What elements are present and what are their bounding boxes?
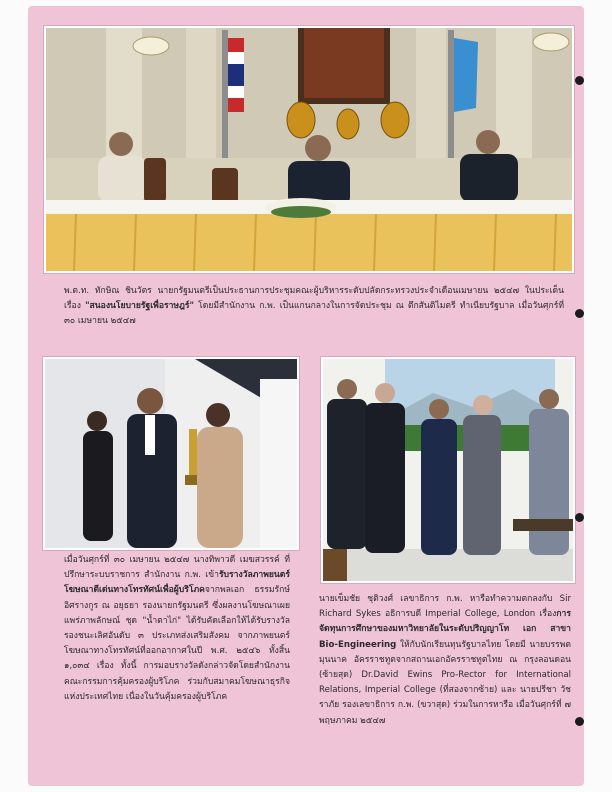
photo-imperial-college [321,357,575,583]
binder-hole-1 [575,76,584,85]
caption-meeting-part2: โดยมีสำนักงาน ก.พ. เป็นแกนกลางในการจัดประชุม ณ ตึกสันติไมตรี ทำเนียบรัฐบาล เมื่อวันศุกร์ที่ ๓๐ เมษายน ๒๕๔๗ [64,301,564,327]
meeting-scene [46,28,572,271]
photo-meeting [44,26,574,273]
caption-imperial-part2: ให้กับนักเรียนทุนรัฐบาลไทย โดยมี นายบรรพต มุนนาค อัครราชทูตจากสถานเอกอัครราชทูตไทย ณ กรุงลอนดอน (ซ้ายสุด) Dr.David Ewins Pro-Rector for International Relations, Imperial College (ที่สองจากซ้าย) และ นายปรีชา วัชราภัย รองเลขาธิการ ก.พ. (ขวาสุด) ร่วมในการหารือ เมื่อวันศุกร์ที่ ๗ พฤษภาคม ๒๕๔๗ [319,639,571,726]
caption-meeting [64,284,564,330]
binder-hole-2 [575,309,584,318]
binder-hole-4 [575,717,584,726]
caption-award-part1: เมื่อวันศุกร์ที่ ๓๐ เมษายน ๒๕๔๗ นางทิพาวดี เมฆสวรรค์ ที่ปรึกษาระบบราชการ สำนักงาน ก.พ. เข้า [64,555,290,581]
imperial-scene [323,359,573,581]
caption-imperial-college [319,592,571,729]
caption-imperial-part1: นายเข็มชัย ชุติวงศ์ เลขาธิการ ก.พ. หารือทำความตกลงกับ Sir Richard Sykes อธิการบดี Imperial College, London เรื่อง [319,594,571,620]
caption-imperial-highlight: การจัดทุนการศึกษาของมหาวิทยาลัยในระดับปริญญาโท เอก สาขา Bio-Engineering [319,609,571,650]
binder-hole-3 [575,513,584,522]
caption-award [64,553,290,705]
caption-award-highlight: รับรางวัลภาพยนตร์โฆษณาดีเด่นทางโทรทัศน์เพื่อผู้บริโภค [64,570,290,596]
award-scene [45,359,297,548]
caption-meeting-part1: พ.ต.ท. ทักษิณ ชินวัตร นายกรัฐมนตรีเป็นประธานการประชุมคณะผู้บริหารระดับปลัดกระทรวงประจำเดือนเมษายน ๒๕๔๗ ในประเด็น เรื่อง [64,286,564,312]
caption-meeting-highlight: "สนองนโยบายรัฐเพื่อราษฎร์" [85,301,194,312]
caption-award-part2: จากพลเอก ธรรมรักษ์ อิศรางกูร ณ อยุธยา รองนายกรัฐมนตรี ซึ่งผลงานโฆษณาเผยแพร่ภาพลักษณ์ ชุด "น้ำตาไก่" ได้รับคัดเลือกให้ได้รับรางวัลรองชนะเลิศอันดับ ๓ ประเภทส่งเสริมสังคม จากภาพยนตร์โฆษณาทางโทรทัศน์ที่ออกอากาศในปี พ.ศ. ๒๕๔๖ ทั้งสิ้น ๑,๐๓๔ เรื่อง ทั้งนี้ การมอบรางวัลดังกล่าวจัดโดยสำนักงานคณะกรรมการคุ้มครองผู้บริโภค ร่วมกับสมาคมโฆษณาธุรกิจแห่งประเทศไทย เนื่องในวันคุ้มครองผู้บริโภค [64,585,290,702]
photo-award [43,357,299,550]
